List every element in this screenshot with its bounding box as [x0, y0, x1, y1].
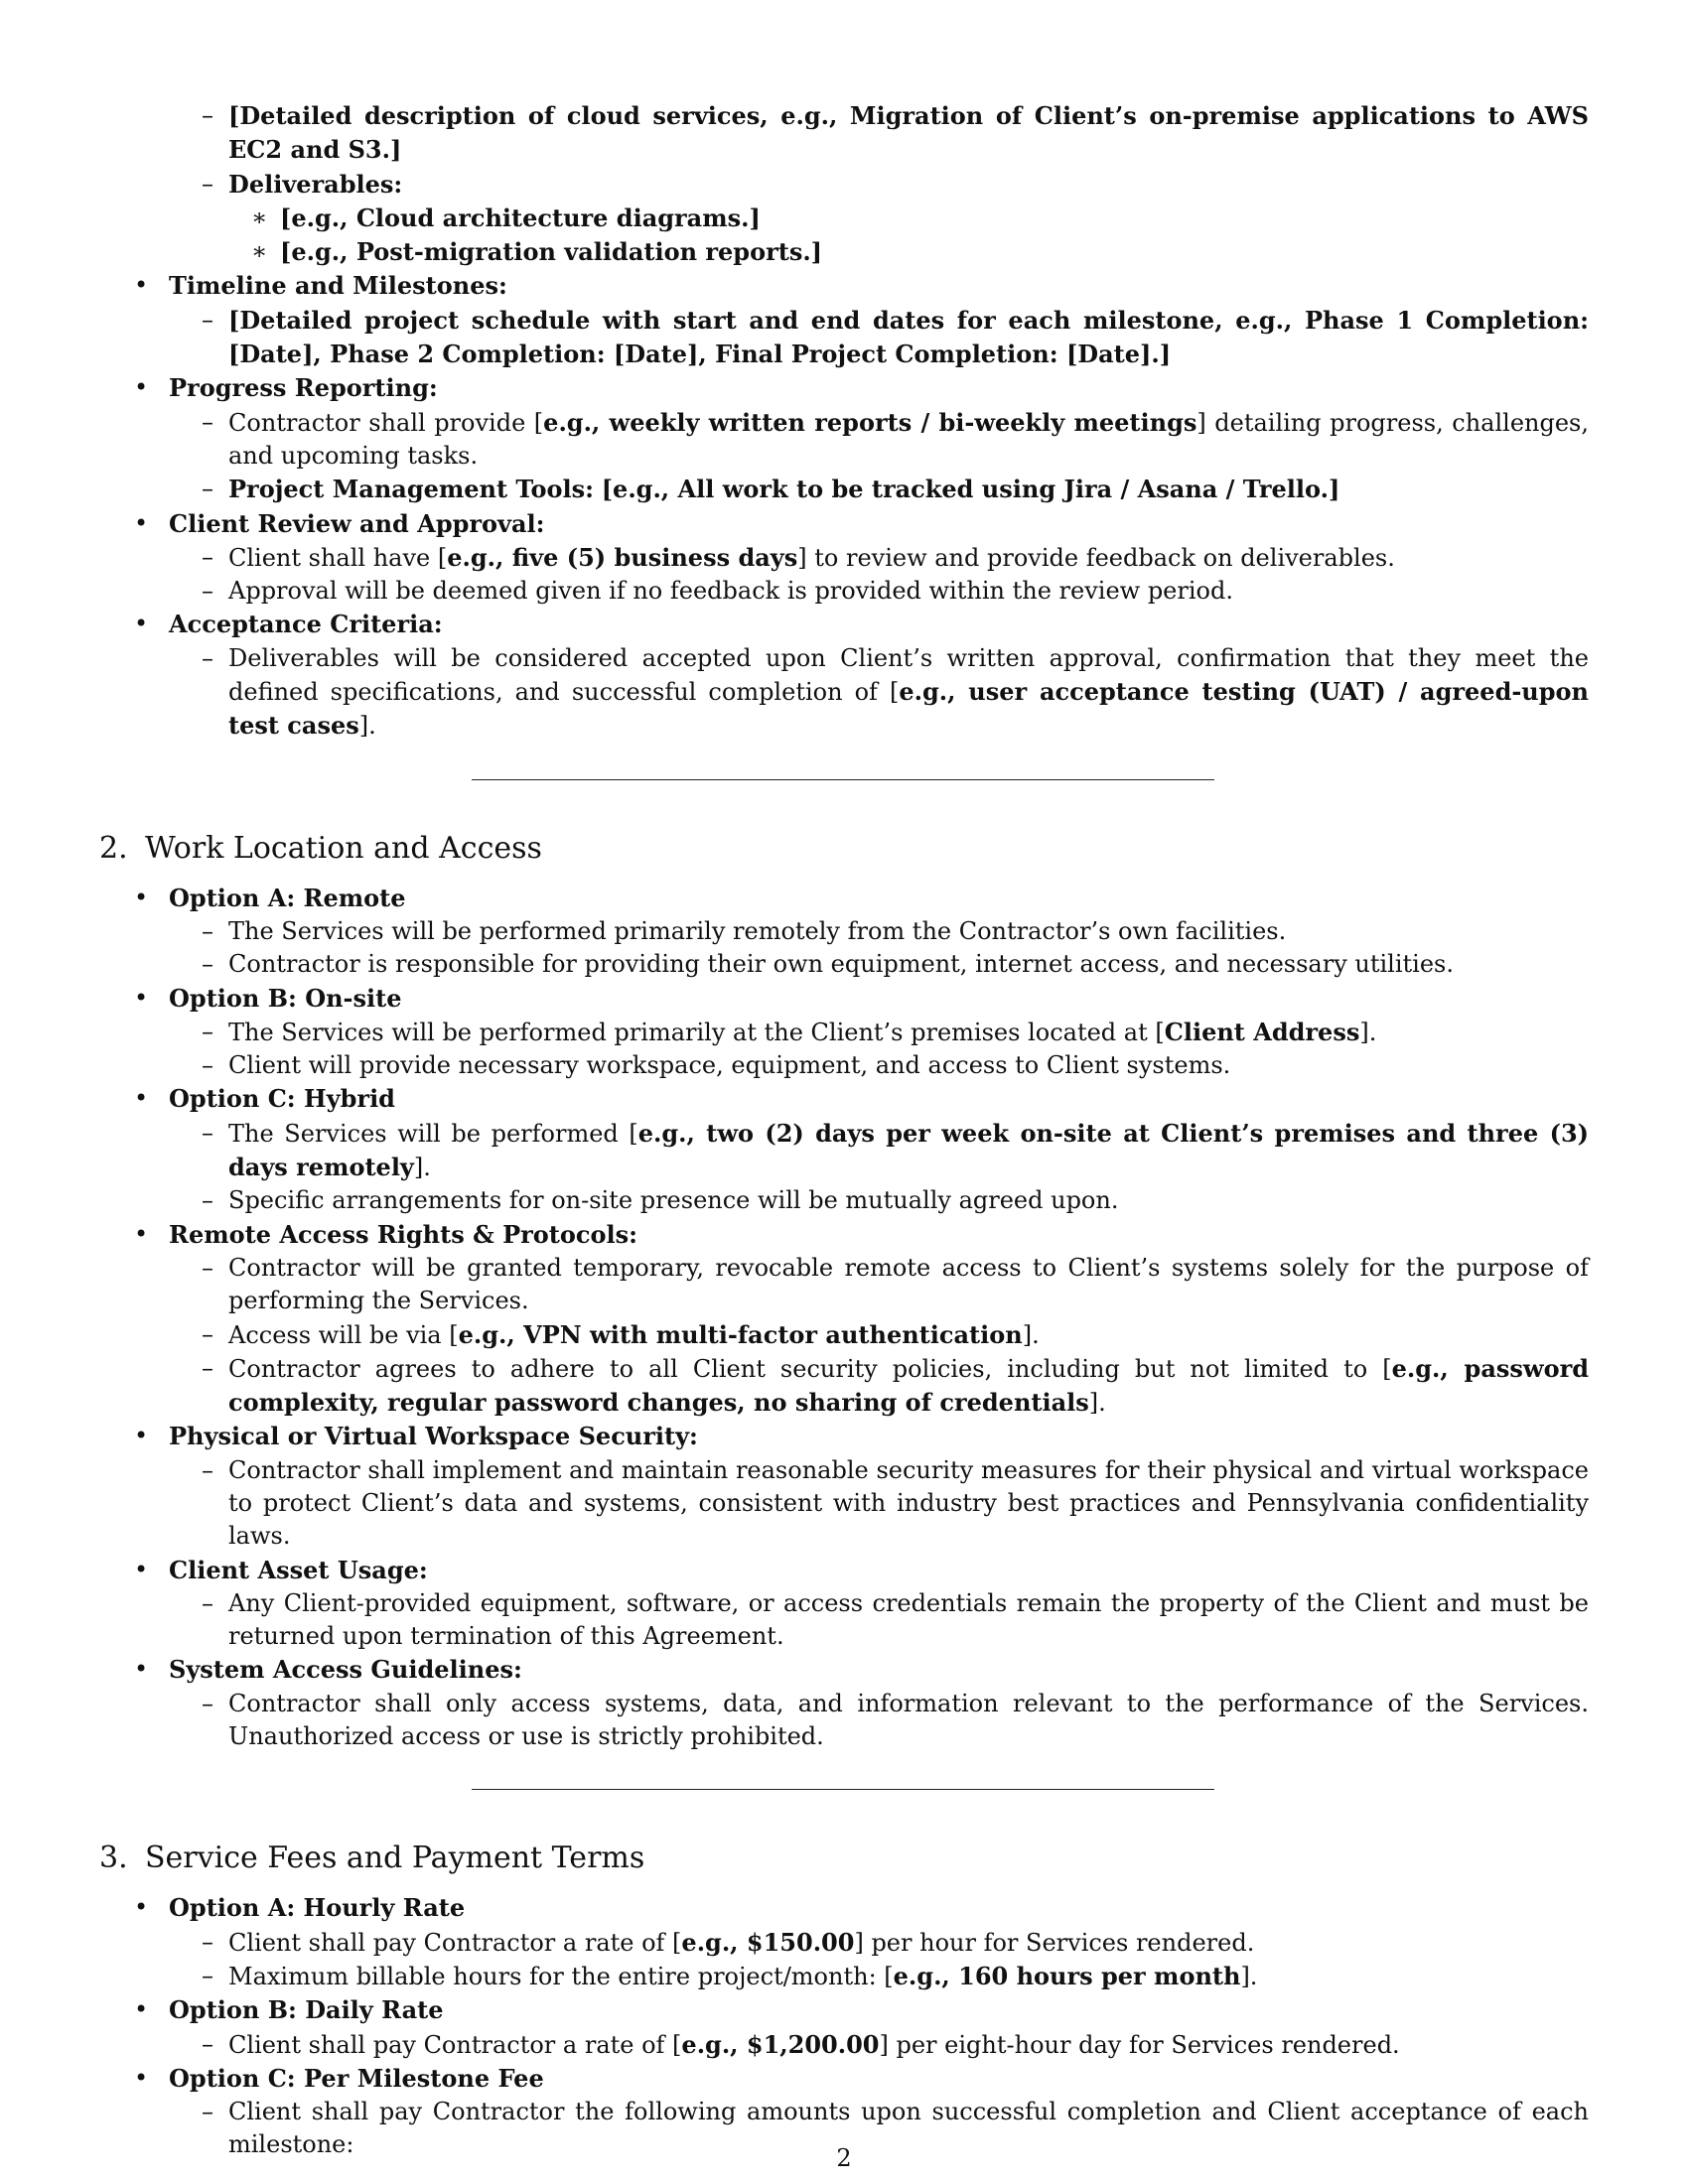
sublist	[169, 406, 1589, 507]
text: ].	[1359, 1018, 1377, 1046]
placeholder-text: e.g., $150.00	[681, 1927, 855, 1957]
sublist	[169, 1454, 1589, 1554]
list-item	[99, 1082, 1589, 1217]
sublist	[169, 1926, 1589, 1994]
list-item	[99, 99, 1589, 168]
section-number: 2.	[99, 830, 128, 866]
list-item	[99, 1891, 1589, 1993]
section-divider	[472, 1789, 1214, 1790]
list-item	[99, 1587, 1589, 1654]
list-item	[99, 1049, 1589, 1082]
deliverable-text: [e.g., Post-migration validation reports.]	[280, 237, 823, 267]
review-label: Client Review and Approval:	[169, 508, 545, 538]
option-label: Option A: Remote	[169, 883, 406, 912]
text: Any Client-provided equipment, software, or access credentials remain the property of the Client and must be returned upon termination of this Agreement.	[228, 1588, 1589, 1651]
option-label: Option A: Hourly Rate	[169, 1893, 466, 1923]
placeholder-text: e.g., $1,200.00	[681, 2029, 880, 2059]
section-2-list	[99, 882, 1589, 1754]
option-label: Option C: Hybrid	[169, 1084, 395, 1114]
text: Contractor shall only access systems, data, and information relevant to the performance of the Services. Unauthorized access or use is strictly prohibited.	[228, 1689, 1589, 1751]
list-item	[99, 1184, 1589, 1217]
timeline-description: [Detailed project schedule with start and end dates for each milestone, e.g., Phase 1 Completion: [Date], Phase 2 Completion: [Date], Final Project Completion: [Date].]	[228, 305, 1589, 369]
text: ].	[1088, 1389, 1106, 1418]
text: ].	[1022, 1320, 1040, 1349]
text: Client shall pay Contractor a rate of [	[228, 1928, 682, 1957]
section-number: 3.	[99, 1841, 128, 1876]
section-title: Work Location and Access	[145, 830, 542, 866]
list-item	[99, 99, 1589, 269]
text: ] per hour for Services rendered.	[854, 1928, 1255, 1957]
placeholder-text: e.g., password complexity, regular password changes, no sharing of credentials	[228, 1353, 1590, 1418]
text: The Services will be performed [	[228, 1119, 638, 1148]
list-item	[99, 168, 1589, 270]
deliverables-label: Deliverables:	[228, 169, 403, 199]
list-item	[99, 304, 1589, 372]
option-label: Client Asset Usage:	[169, 1555, 428, 1584]
list-item	[99, 1252, 1589, 1318]
text: Contractor is responsible for providing their own equipment, internet access, and necessary utilities.	[228, 950, 1454, 979]
deliverables-list	[99, 202, 1589, 270]
option-label: Remote Access Rights & Protocols:	[169, 1219, 637, 1249]
section-title: Service Fees and Payment Terms	[145, 1841, 645, 1876]
text: Contractor shall implement and maintain reasonable security measures for their physical and virtual workspace to protect Client’s data and systems, consistent with industry best practices and Pennsylvania confidentiality laws.	[228, 1455, 1589, 1551]
list-item	[99, 1454, 1589, 1554]
list-item	[99, 1554, 1589, 1654]
option-label: Option B: Daily Rate	[169, 1995, 444, 2025]
sublist	[169, 304, 1589, 372]
text: Maximum billable hours for the entire project/month: [	[228, 1962, 894, 1990]
placeholder-text: e.g., two (2) days per week on-site at Client’s premises and three (3) days remotely	[228, 1118, 1589, 1182]
list-item	[99, 1960, 1589, 1993]
list-item	[99, 1352, 1589, 1421]
sublist	[169, 1117, 1589, 1218]
list-item	[99, 642, 1589, 744]
list-item	[99, 371, 1589, 506]
deliverable-text: [e.g., Cloud architecture diagrams.]	[280, 203, 761, 232]
text: Contractor will be granted temporary, revocable remote access to Client’s systems solely for the purpose of performing the Services.	[228, 1253, 1589, 1315]
section-2-heading	[99, 830, 1589, 868]
sublist	[169, 1587, 1589, 1654]
list-item	[99, 1653, 1589, 1753]
text: Contractor shall provide [	[228, 408, 544, 437]
list-item	[99, 1117, 1589, 1185]
option-label: Physical or Virtual Workspace Security:	[169, 1422, 698, 1451]
text: The Services will be performed primarily remotely from the Contractor’s own facilities.	[228, 916, 1287, 945]
progress-label: Progress Reporting:	[169, 373, 438, 403]
section-3-list	[99, 1891, 1589, 2161]
placeholder-text: e.g., weekly written reports / bi-weekly meetings	[543, 407, 1197, 437]
text: Access will be via [	[228, 1320, 459, 1349]
list-item	[99, 1016, 1589, 1049]
text: Client will provide necessary workspace, equipment, and access to Client systems.	[228, 1051, 1231, 1080]
text: ] to review and provide feedback on deliverables.	[797, 543, 1395, 572]
list-item	[99, 982, 1589, 1083]
section-3-heading	[99, 1840, 1589, 1877]
list-item	[99, 1688, 1589, 1754]
placeholder-text: Client Address	[1164, 1017, 1360, 1046]
list-item	[99, 507, 1589, 609]
placeholder-text: e.g., user acceptance testing (UAT) / agreed-upon test cases	[228, 677, 1589, 741]
list-item	[99, 1926, 1589, 1960]
text: ] detailing progress, challenges, and upcoming tasks.	[228, 408, 1589, 470]
text: Approval will be deemed given if no feedback is provided within the review period.	[228, 577, 1233, 606]
text: ] per eight-hour day for Services rendered.	[879, 2030, 1400, 2059]
list-item	[99, 541, 1589, 575]
placeholder-text: e.g., 160 hours per month	[893, 1961, 1241, 1990]
list-item	[99, 202, 1589, 235]
text: Deliverables will be considered accepted upon Client’s written approval, confirmation that they meet the defined specifications, and successful completion of [	[228, 643, 1589, 707]
pm-tools-label: Project Management Tools:	[228, 475, 595, 504]
sublist	[169, 1688, 1589, 1754]
placeholder-text: e.g., five (5) business days	[447, 542, 798, 572]
option-label: Option B: On-site	[169, 983, 402, 1013]
text: ].	[358, 712, 376, 741]
text: Specific arrangements for on-site presence will be mutually agreed upon.	[228, 1186, 1119, 1215]
pm-tools-value: [e.g., All work to be tracked using Jira / Asana / Trello.]	[601, 475, 1340, 504]
option-label: System Access Guidelines:	[169, 1655, 522, 1685]
sublist	[169, 1016, 1589, 1083]
list-item	[99, 1993, 1589, 2062]
document-page	[99, 99, 1589, 2162]
section-1-list	[99, 99, 1589, 744]
list-item	[99, 915, 1589, 948]
list-item	[99, 235, 1589, 269]
list-item	[99, 608, 1589, 743]
list-item	[99, 2028, 1589, 2062]
timeline-label: Timeline and Milestones:	[169, 271, 507, 301]
list-item	[99, 948, 1589, 981]
list-item	[99, 406, 1589, 474]
text: The Services will be performed primarily at the Client’s premises located at [	[228, 1018, 1165, 1046]
sublist	[169, 915, 1589, 982]
section-divider	[472, 779, 1214, 780]
list-item	[99, 1420, 1589, 1553]
sublist	[169, 1252, 1589, 1420]
acceptance-label: Acceptance Criteria:	[169, 610, 443, 639]
sublist	[169, 2028, 1589, 2062]
placeholder-text: e.g., VPN with multi-factor authentication	[458, 1319, 1023, 1349]
text: Client shall pay Contractor the following amounts upon successful completion and Client acceptance of each milestone:	[228, 2098, 1589, 2159]
text: Client shall pay Contractor a rate of [	[228, 2030, 682, 2059]
text: ].	[413, 1154, 431, 1182]
list-item	[99, 269, 1589, 371]
sublist	[169, 642, 1589, 744]
text: ].	[1240, 1962, 1258, 1990]
list-item	[99, 575, 1589, 608]
text: Contractor agrees to adhere to all Client security policies, including but not limited to [	[228, 1354, 1392, 1383]
list-item	[99, 1218, 1589, 1421]
sublist	[99, 99, 1589, 269]
page-number: 2	[836, 2144, 852, 2172]
sublist	[169, 541, 1589, 609]
list-item	[99, 882, 1589, 982]
cloud-description: [Detailed description of cloud services, e.g., Migration of Client’s on-premise applications to AWS EC2 and S3.]	[228, 101, 1589, 165]
text: Client shall have [	[228, 543, 448, 572]
list-item	[99, 473, 1589, 506]
option-label: Option C: Per Milestone Fee	[169, 2063, 544, 2093]
list-item	[99, 1318, 1589, 1352]
